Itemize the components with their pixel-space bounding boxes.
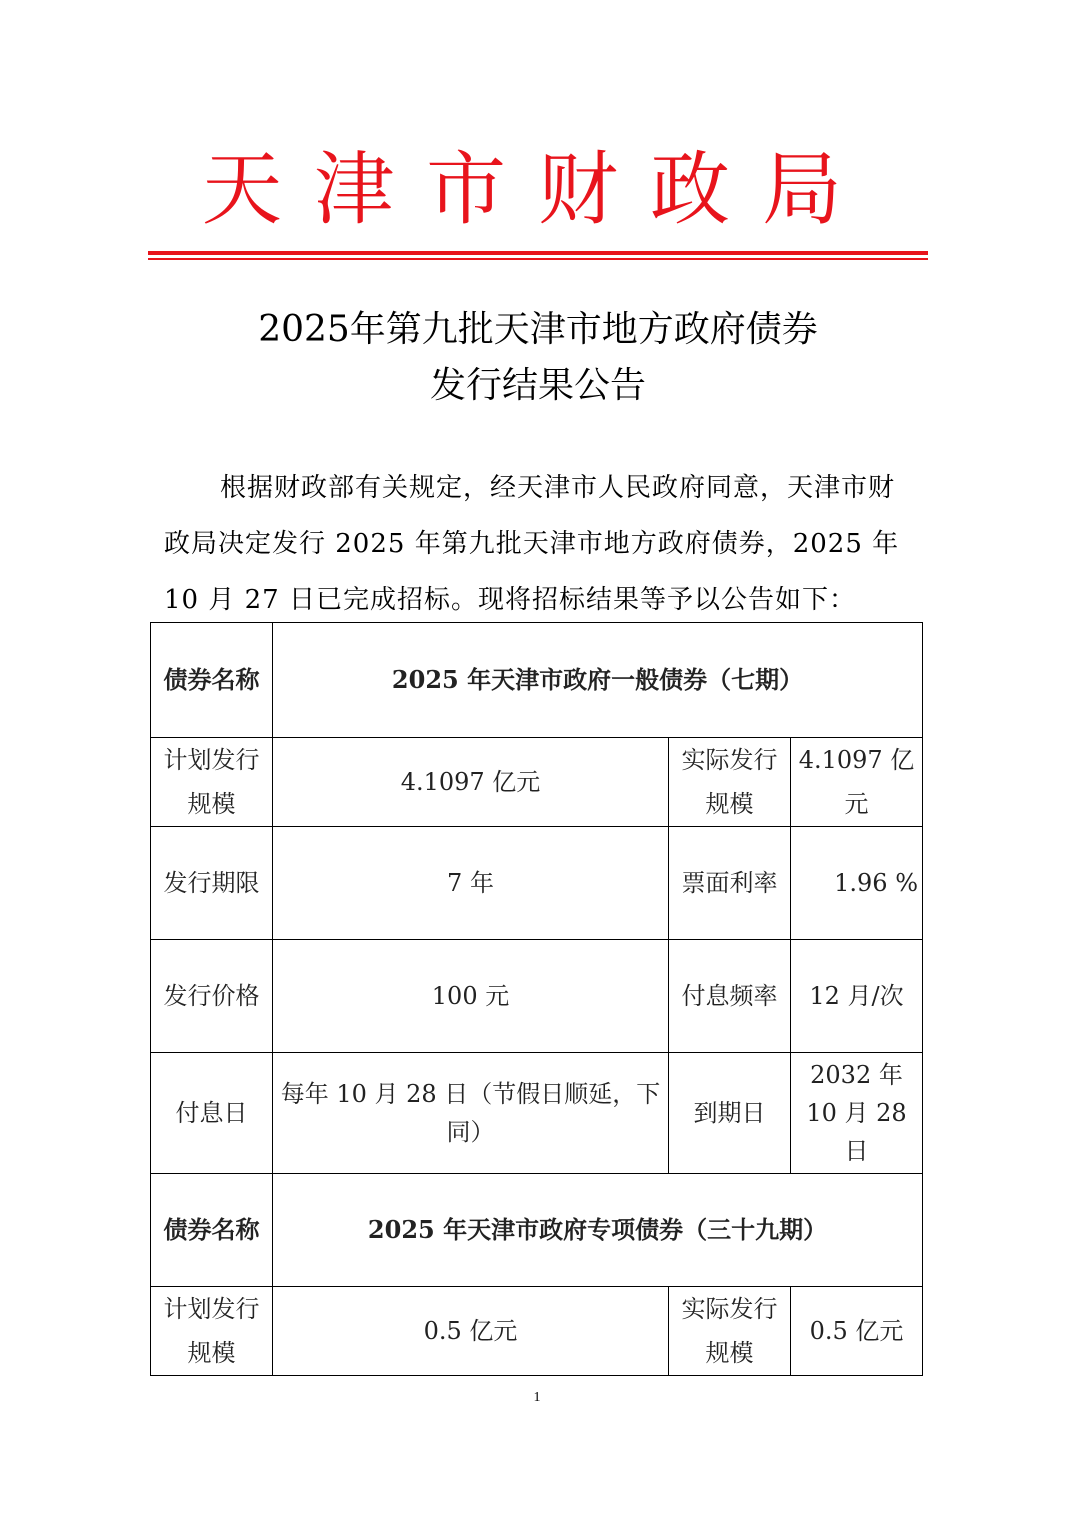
table-row — [151, 623, 923, 738]
actual-size-label: 实际发行规模 — [669, 1287, 791, 1376]
bond-name-label: 债券名称 — [151, 1174, 273, 1287]
table-row — [151, 1287, 923, 1376]
actual-size-label: 实际发行规模 — [669, 738, 791, 827]
bond-name-label: 债券名称 — [151, 623, 273, 738]
term-label: 发行期限 — [151, 827, 273, 940]
actual-size-value: 4.1097 亿元 — [791, 738, 923, 827]
table-row — [151, 738, 923, 827]
bond-name: 2025 年天津市政府专项债券（三十九期） — [273, 1174, 923, 1287]
interest-frequency-value: 12 月/次 — [791, 940, 923, 1053]
maturity-date-label: 到期日 — [669, 1053, 791, 1174]
planned-size-value: 0.5 亿元 — [273, 1287, 669, 1376]
actual-size-value: 0.5 亿元 — [791, 1287, 923, 1376]
document-title-line1: 2025年第九批天津市地方政府债券 — [258, 309, 818, 350]
table-row — [151, 940, 923, 1053]
bond-name: 2025 年天津市政府一般债券（七期） — [273, 623, 923, 738]
table-row — [151, 1053, 923, 1174]
intro-paragraph — [164, 460, 912, 628]
table-row — [151, 827, 923, 940]
price-value: 100 元 — [273, 940, 669, 1053]
header-rule-thin — [148, 258, 928, 260]
payment-date-label: 付息日 — [151, 1053, 273, 1174]
header-rule-thick — [148, 251, 928, 255]
coupon-value: 1.96 % — [791, 827, 923, 940]
planned-size-value: 4.1097 亿元 — [273, 738, 669, 827]
maturity-date-value: 2032 年 10 月 28 日 — [791, 1053, 923, 1174]
planned-size-label: 计划发行规模 — [151, 1287, 273, 1376]
agency-masthead: 天津市财政局 — [202, 143, 874, 236]
page-number: 1 — [533, 1390, 541, 1405]
term-value: 7 年 — [273, 827, 669, 940]
coupon-label: 票面利率 — [669, 827, 791, 940]
price-label: 发行价格 — [151, 940, 273, 1053]
intro-text: 根据财政部有关规定，经天津市人民政府同意，天津市财政局决定发行 2025 年第九批天津市地方政府债券，2025 年 10 月 27 日已完成招标。现将招标结果等予以公告如下： — [164, 473, 900, 615]
interest-frequency-label: 付息频率 — [669, 940, 791, 1053]
table-row — [151, 1174, 923, 1287]
planned-size-label: 计划发行规模 — [151, 738, 273, 827]
document-title-line2: 发行结果公告 — [429, 365, 646, 406]
bond-results-table — [150, 622, 923, 1376]
payment-date-value: 每年 10 月 28 日（节假日顺延，下同） — [273, 1053, 669, 1174]
